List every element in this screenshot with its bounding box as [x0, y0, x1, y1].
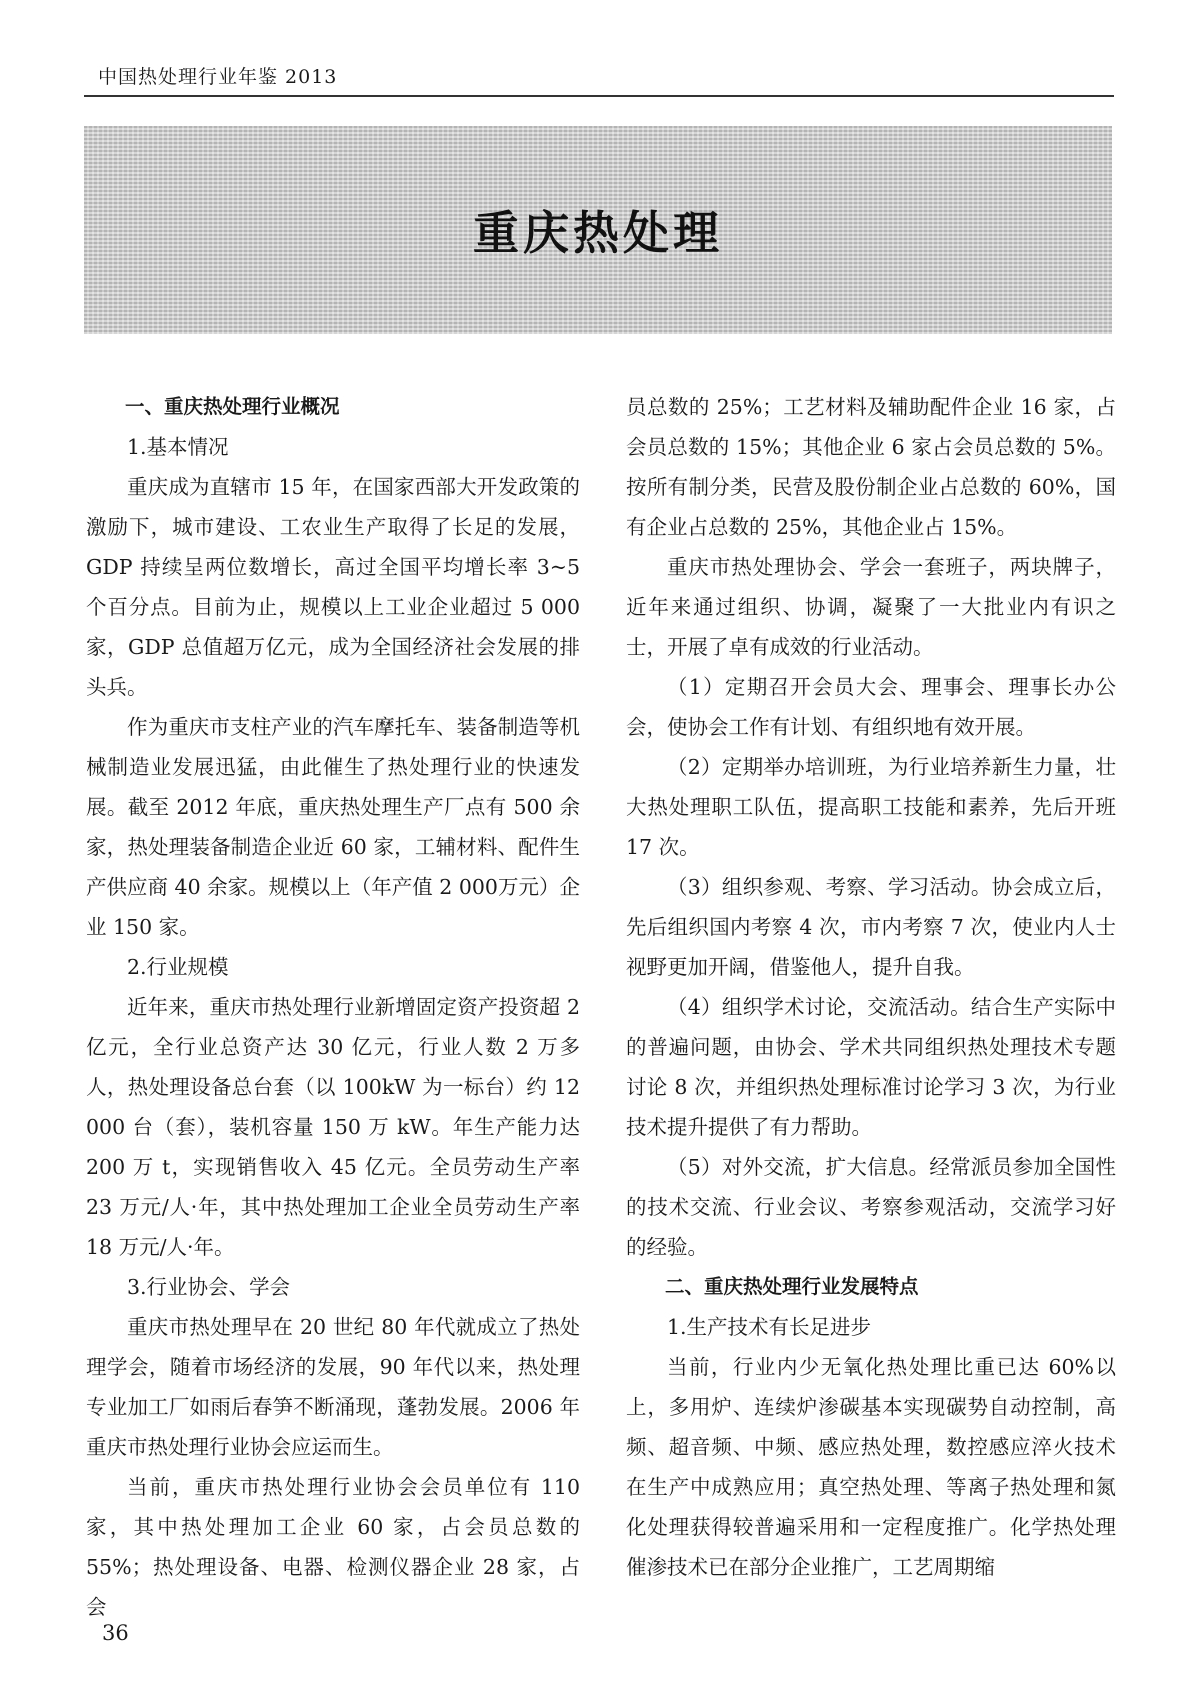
paragraph: 重庆成为直辖市 15 年，在国家西部大开发政策的激励下，城市建设、工农业生产取得了长足的发展，GDP 持续呈两位数增长，高过全国平均增长率 3~5 个百分点。目前为止，规模以上工业企业超过 5 000 家，GDP 总值超万亿元，成为全国经济社会发展的排头兵。	[86, 475, 580, 699]
right-column	[626, 387, 1116, 1587]
paragraph: 重庆市热处理协会、学会一套班子，两块牌子，近年来通过组织、协调，凝聚了一大批业内有识之士，开展了卓有成效的行业活动。	[626, 555, 1116, 659]
subsection-heading: 1.基本情况	[127, 435, 229, 459]
paragraph: 近年来，重庆市热处理行业新增固定资产投资超 2 亿元，全行业总资产达 30 亿元，行业人数 2 万多人，热处理设备总台套（以 100kW 为一标台）约 12 000 台（套），装机容量 150 万 kW。年生产能力达 200 万 t，实现销售收入 45 亿元。全员劳动生产率 23 万元/人·年，其中热处理加工企业全员劳动生产率 18 万元/人·年。	[86, 995, 580, 1259]
article-title: 重庆热处理	[473, 206, 723, 260]
list-item: （5）对外交流，扩大信息。经常派员参加全国性的技术交流、行业会议、考察参观活动，交流学习好的经验。	[626, 1155, 1116, 1259]
paragraph: 重庆市热处理早在 20 世纪 80 年代就成立了热处理学会，随着市场经济的发展，90 年代以来，热处理专业加工厂如雨后春笋不断涌现，蓬勃发展。2006 年重庆市热处理行业协会应运而生。	[86, 1315, 580, 1459]
subsection-heading: 2.行业规模	[127, 955, 229, 979]
paragraph: 当前，重庆市热处理行业协会会员单位有 110 家，其中热处理加工企业 60 家，占会员总数的 55%；热处理设备、电器、检测仪器企业 28 家，占会	[86, 1475, 580, 1619]
list-item: （3）组织参观、考察、学习活动。协会成立后，先后组织国内考察 4 次，市内考察 7 次，使业内人士视野更加开阔，借鉴他人，提升自我。	[626, 875, 1116, 979]
running-header-title: 中国热处理行业年鉴 2013	[98, 66, 338, 88]
list-item: （2）定期举办培训班，为行业培养新生力量，壮大热处理职工队伍，提高职工技能和素养，先后开班 17 次。	[626, 755, 1116, 859]
left-column	[86, 387, 580, 1627]
paragraph: 当前，行业内少无氧化热处理比重已达 60%以上，多用炉、连续炉渗碳基本实现碳势自动控制，高频、超音频、中频、感应热处理，数控感应淬火技术在生产中成熟应用；真空热处理、等离子热处理和氮化处理获得较普遍采用和一定程度推广。化学热处理催渗技术已在部分企业推广，工艺周期缩	[626, 1355, 1116, 1579]
header-rule	[84, 95, 1114, 97]
section-heading: 二、重庆热处理行业发展特点	[665, 1275, 919, 1298]
list-item: （4）组织学术讨论，交流活动。结合生产实际中的普遍问题，由协会、学术共同组织热处理技术专题讨论 8 次，并组织热处理标准讨论学习 3 次，为行业技术提升提供了有力帮助。	[626, 995, 1116, 1139]
section-heading: 一、重庆热处理行业概况	[125, 395, 340, 418]
subsection-heading: 3.行业协会、学会	[127, 1275, 291, 1299]
list-item: （1）定期召开会员大会、理事会、理事长办公会，使协会工作有计划、有组织地有效开展。	[626, 675, 1116, 739]
page-number: 36	[102, 1621, 129, 1645]
paragraph: 员总数的 25%；工艺材料及辅助配件企业 16 家，占会员总数的 15%；其他企业 6 家占会员总数的 5%。按所有制分类，民营及股份制企业占总数的 60%，国有企业占总数的 25%，其他企业占 15%。	[626, 395, 1116, 539]
subsection-heading: 1.生产技术有长足进步	[667, 1315, 872, 1339]
paragraph: 作为重庆市支柱产业的汽车摩托车、装备制造等机械制造业发展迅猛，由此催生了热处理行业的快速发展。截至 2012 年底，重庆热处理生产厂点有 500 余家，热处理装备制造企业近 60 家，工辅材料、配件生产供应商 40 余家。规模以上（年产值 2 000万元）企业 150 家。	[86, 715, 580, 939]
title-banner	[84, 126, 1112, 334]
